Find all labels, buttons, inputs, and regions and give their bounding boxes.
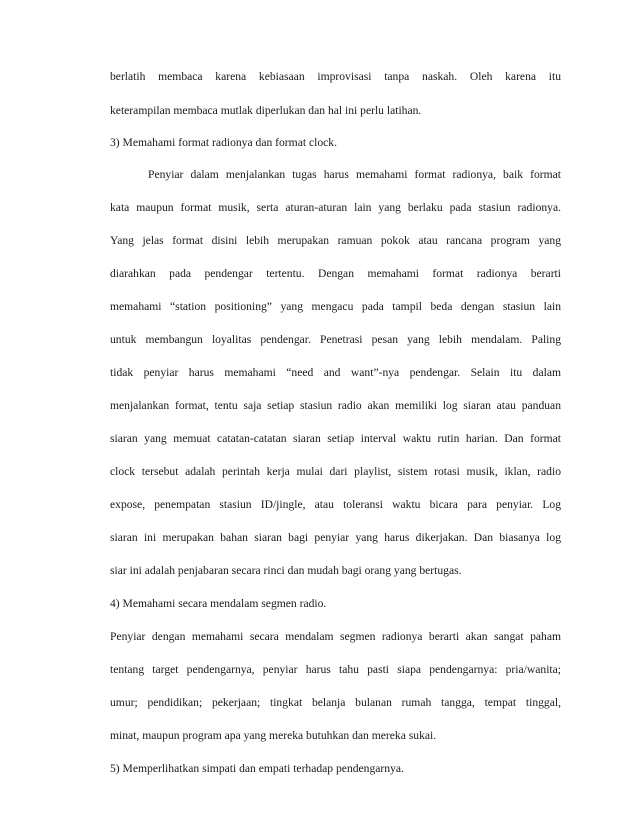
text-line: berlatih membaca karena kebiasaan improvisasi tanpa naskah. Oleh karena itu <box>110 70 561 83</box>
text-line: Penyiar dalam menjalankan tugas harus memahami format radionya, baik format <box>148 168 561 181</box>
text-line: minat, maupun program apa yang mereka butuhkan dan mereka sukai. <box>110 729 437 742</box>
text-line: keterampilan membaca mutlak diperlukan dan hal ini perlu latihan. <box>110 104 422 117</box>
text-line: tentang target pendengarnya, penyiar harus tahu pasti siapa pendengarnya: pria/wanita; <box>110 663 561 676</box>
section-heading: 3) Memahami format radionya dan format clock. <box>110 136 337 149</box>
section-heading: 5) Memperlihatkan simpati dan empati terhadap pendengarnya. <box>110 762 404 775</box>
text-line: umur; pendidikan; pekerjaan; tingkat belanja bulanan rumah tangga, tempat tinggal, <box>110 696 561 709</box>
text-line: Penyiar dengan memahami secara mendalam segmen radionya berarti akan sangat paham <box>110 630 561 643</box>
text-line: expose, penempatan stasiun ID/jingle, atau toleransi waktu bicara para penyiar. Log <box>110 498 561 511</box>
text-line: siaran yang memuat catatan-catatan siaran setiap interval waktu rutin harian. Dan format <box>110 432 561 445</box>
text-line: clock tersebut adalah perintah kerja mulai dari playlist, sistem rotasi musik, iklan, radio <box>110 465 561 478</box>
text-line: siar ini adalah penjabaran secara rinci dan mudah bagi orang yang bertugas. <box>110 564 462 577</box>
text-line: kata maupun format musik, serta aturan-aturan lain yang berlaku pada stasiun radionya. <box>110 201 561 214</box>
text-line: Yang jelas format disini lebih merupakan ramuan pokok atau rancana program yang <box>110 234 561 247</box>
text-line: tidak penyiar harus memahami “need and want”-nya pendengar. Selain itu dalam <box>110 366 561 379</box>
text-line: menjalankan format, tentu saja setiap stasiun radio akan memiliki log siaran atau panduan <box>110 399 561 412</box>
section-heading: 4) Memahami secara mendalam segmen radio. <box>110 597 327 610</box>
text-line: diarahkan pada pendengar tertentu. Dengan memahami format radionya berarti <box>110 267 561 280</box>
text-line: untuk membangun loyalitas pendengar. Penetrasi pesan yang lebih mendalam. Paling <box>110 333 561 346</box>
text-line: memahami “station positioning” yang mengacu pada tampil beda dengan stasiun lain <box>110 300 561 313</box>
text-line: siaran ini merupakan bahan siaran bagi penyiar yang harus dikerjakan. Dan biasanya log <box>110 531 561 544</box>
